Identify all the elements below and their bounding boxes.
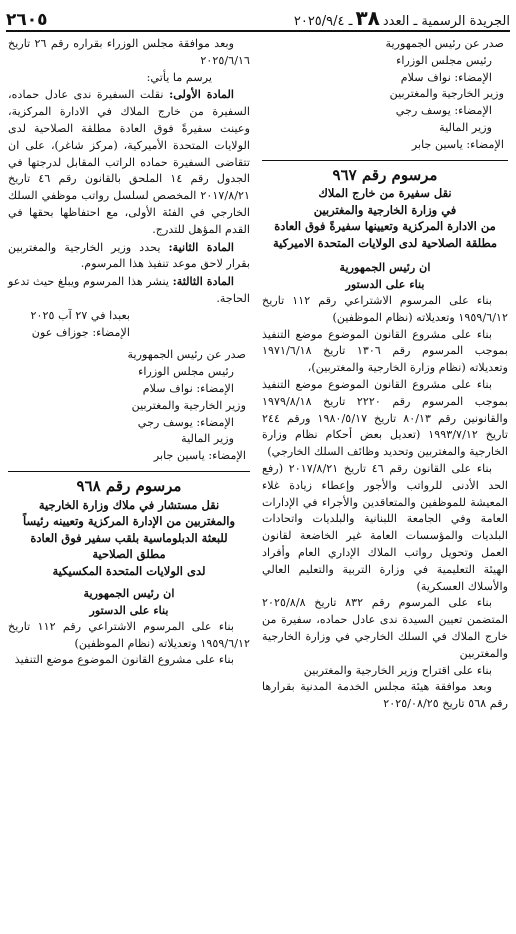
council-approval: وبعد موافقة مجلس الوزراء بقراره رقم ٢٦ تاريخ ٢٠٢٥/٦/١٦ [8, 37, 250, 67]
constitution-line: بناء على الدستور [345, 277, 425, 292]
title-line: مطلق الصلاحية [92, 547, 166, 562]
article-label: المادة الثالثة: [172, 274, 234, 289]
article-label: المادة الثانية: [168, 239, 234, 254]
sig-line: الإمضاء: يوسف رجي [137, 415, 234, 429]
sig-line: الإمضاء: نواف سلام [142, 381, 234, 395]
recital-paragraph: بناء على المرسوم الاشتراعي رقم ١١٢ تاريخ ١٩٥٩/٦/١٢ وتعديلاته (نظام الموظفين) [262, 293, 508, 324]
president-line: ان رئيس الجمهورية [83, 586, 175, 601]
title-line: في وزارة الخارجية والمغتربين [313, 202, 457, 217]
recital-paragraph: بناء على مشروع القانون الموضوع موضع التنفيذ بموجب المرسوم رقم ٢٢٢٠ تاريخ ١٩٧٩/٨/١٨ والقانونين رقم ٨٠/١٣ تاريخ ١٩٨٠/٥/١٧ ورقم ٢٤٤ تاريخ ١٩٩٣/٧/١٢ (تعديل بعض أحكام نظام وزارة الخارجية والمغتربين وتحديد وظائف السلك الخارجي) [262, 377, 508, 459]
date-line: بعبدا في ٢٧ آب ٢٠٢٥ [30, 308, 130, 322]
issue-date: ـ ٢٠٢٥/٩/٤ [293, 14, 353, 29]
right-column [262, 36, 508, 713]
title-line: نقل مستشار في ملاك وزارة الخارجية [38, 497, 220, 512]
decree-title [262, 185, 508, 251]
decrees-line: يرسم ما يأتي: [146, 70, 212, 84]
sig-line: الإمضاء: نواف سلام [400, 70, 492, 84]
left-column [8, 36, 250, 669]
president-signature: الإمضاء: جوزاف عون [31, 325, 130, 339]
article-3 [8, 273, 250, 308]
article-text: نقلت السفيرة ندى عادل حماده، السفيرة من خارج الملاك في الادارة المركزية، وعينت سفيرةً فوق العادة مطلقة الصلاحية لدى الولايات المتحدة الأميركية، (مركز شاغر)، على ان تتقاضى السفيرة حماده الراتب المقابل لدرجتها في الجدول رقم ١٤ الملحق بالقانون رقم ٤٦ تاريخ ٢٠١٧/٨/٢١ المخصص لسلسل رواتب موظفي السلك الخارجي في الفئة الأولى، مع احتفاظها بحقها في القدم المؤهل للتدرج. [8, 88, 250, 236]
gazette-name: الجريدة الرسمية ـ العدد [382, 14, 510, 29]
recital-paragraph: بناء على مشروع القانون الموضوع موضع التنفيذ [14, 653, 234, 667]
issue-number: ٣٨ [355, 6, 380, 30]
article-text: ينشر هذا المرسوم ويبلغ حيث تدعو الحاجة. [8, 275, 250, 305]
article-1 [8, 86, 250, 238]
article-text: يحدد وزير الخارجية والمغتربين بقرار لاحق موعد تنفيذ هذا المرسوم. [8, 240, 250, 271]
divider [262, 160, 508, 161]
title-line: من الادارة المركزية وتعيينها سفيرةً فوق العادة [274, 219, 496, 234]
decree-number: مرسوم رقم ٩٦٧ [332, 165, 438, 184]
sig-line: صدر عن رئيس الجمهورية [385, 37, 504, 50]
title-line: لدى الولايات المتحدة المكسيكية [52, 563, 206, 578]
sig-line: وزير الخارجية والمغتربين [131, 398, 246, 412]
title-line: والمغتربين من الإدارة المركزية وتعيينه رئيساً [22, 514, 235, 529]
signature-block [8, 347, 250, 465]
sig-line: وزير المالية [439, 120, 492, 134]
sig-line: وزير المالية [181, 432, 234, 446]
recital-paragraph: وبعد موافقة هيئة مجلس الخدمة المدنية بقرارها رقم ٥٦٨ تاريخ ٢٠٢٥/٠٨/٢٥ [262, 680, 508, 711]
recital-paragraph: بناء على المرسوم الاشتراعي رقم ١١٢ تاريخ ١٩٥٩/٦/١٢ وتعديلاته (نظام الموظفين) [8, 619, 250, 650]
title-line: مطلقة الصلاحية لدى الولايات المتحدة الاميركية [272, 235, 498, 250]
page-number: ٢٦٠٥ [6, 10, 48, 30]
sig-line: الإمضاء: ياسين جابر [411, 137, 504, 151]
sig-line: الإمضاء: يوسف رجي [395, 104, 492, 118]
title-line: للبعثة الدبلوماسية بلقب سفير فوق العادة [30, 530, 228, 545]
divider [8, 471, 250, 472]
president-line: ان رئيس الجمهورية [339, 260, 431, 275]
recital-paragraph: بناء على المرسوم رقم ٨٣٢ تاريخ ٢٠٢٥/٨/٨ المتضمن تعيين السيدة ندى عادل حماده، سفيرة من خارج الملاك في السلك الخارجي في وزارة الخارجية والمغتربين [262, 596, 508, 660]
recital-paragraph: بناء على القانون رقم ٤٦ تاريخ ٢٠١٧/٨/٢١ (رفع الحد الأدنى للرواتب والأجور وإعطاء زيادة غلاء المعيشة للموظفين والمتعاقدين والأجراء في الإدارات العامة وفي الجامعة اللبنانية والبلديات واتحادات البلديات والمؤسسات العامة غير الخاضعة لقانون العمل وتحويل رواتب الملاك الإداري العام وأفراد الهيئة التعليمية في وزارة التربية والتعليم العالي والأسلاك العسكرية) [262, 461, 508, 593]
gazette-title [294, 6, 510, 30]
sig-line: صدر عن رئيس الجمهورية [127, 348, 246, 362]
article-2 [8, 239, 250, 274]
article-label: المادة الأولى: [169, 87, 234, 102]
sig-line: رئيس مجلس الوزراء [138, 365, 234, 379]
decree-number: مرسوم رقم ٩٦٨ [76, 476, 182, 495]
recital-paragraph: بناء على مشروع القانون الموضوع موضع التنفيذ بموجب المرسوم رقم ١٣٠٦ تاريخ ١٩٧١/٦/١٨ وتعديلاته (نظام وزارة الخارجية والمغتربين)، [262, 327, 508, 375]
sig-line: الإمضاء: ياسين جابر [153, 449, 246, 463]
sig-line: وزير الخارجية والمغتربين [389, 87, 504, 101]
sig-line: رئيس مجلس الوزراء [396, 53, 492, 67]
decree-title [8, 497, 250, 580]
page-header [6, 4, 510, 32]
recital-paragraph: بناء على اقتراح وزير الخارجية والمغتربين [303, 663, 492, 677]
constitution-line: بناء على الدستور [89, 603, 169, 618]
title-line: نقل سفيرة من خارج الملاك [318, 186, 452, 201]
signature-block-top [262, 36, 508, 154]
